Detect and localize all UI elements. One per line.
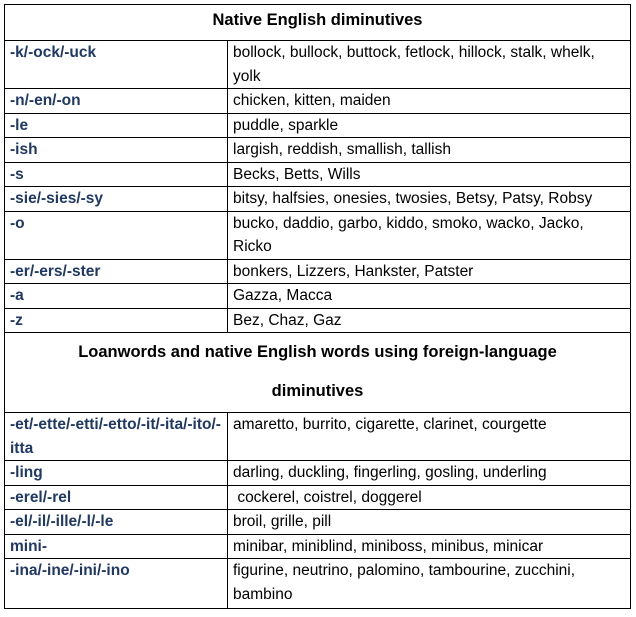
suffix-cell: -el/-il/-ille/-l/-le (5, 510, 228, 535)
table-row (5, 559, 631, 609)
suffix-cell: -ina/-ine/-ini/-ino (5, 559, 228, 609)
section-title-loanwords (5, 333, 631, 413)
examples-cell: bollock, bullock, buttock, fetlock, hillock, stalk, whelk, yolk (228, 41, 631, 89)
suffix-cell: -le (5, 113, 228, 138)
examples-cell: puddle, sparkle (228, 113, 631, 138)
examples-cell: broil, grille, pill (228, 510, 631, 535)
table-row (5, 308, 631, 333)
examples-cell: Gazza, Macca (228, 284, 631, 309)
table-row (5, 113, 631, 138)
table-row (5, 461, 631, 486)
table-row (5, 485, 631, 510)
suffix-cell: -z (5, 308, 228, 333)
suffix-cell: -k/-ock/-uck (5, 41, 228, 89)
section-header-row (5, 333, 631, 413)
table-row (5, 211, 631, 259)
suffix-cell: -a (5, 284, 228, 309)
examples-cell: cockerel, coistrel, doggerel (228, 485, 631, 510)
table-row (5, 138, 631, 163)
suffix-cell: mini- (5, 534, 228, 559)
examples-cell: figurine, neutrino, palomino, tambourine, zucchini, bambino (228, 559, 631, 609)
table-row (5, 413, 631, 461)
examples-cell: minibar, miniblind, miniboss, minibus, minicar (228, 534, 631, 559)
table-row (5, 162, 631, 187)
examples-cell: chicken, kitten, maiden (228, 89, 631, 114)
suffix-cell: -n/-en/-on (5, 89, 228, 114)
table-row (5, 510, 631, 535)
table-row (5, 41, 631, 89)
examples-cell: Bez, Chaz, Gaz (228, 308, 631, 333)
table-row (5, 89, 631, 114)
diminutives-table (4, 4, 631, 609)
suffix-cell: -ling (5, 461, 228, 486)
table-row (5, 534, 631, 559)
examples-cell: bucko, daddio, garbo, kiddo, smoko, wacko, Jacko, Ricko (228, 211, 631, 259)
table-row (5, 259, 631, 284)
suffix-cell: -er/-ers/-ster (5, 259, 228, 284)
suffix-cell: -sie/-sies/-sy (5, 187, 228, 212)
section-header-row (5, 5, 631, 41)
section-title-line: Loanwords and native English words using foreign-language (78, 343, 557, 361)
table-row (5, 284, 631, 309)
section-title-line: diminutives (271, 382, 364, 400)
examples-cell: bonkers, Lizzers, Hankster, Patster (228, 259, 631, 284)
suffix-cell: -ish (5, 138, 228, 163)
suffix-cell: -s (5, 162, 228, 187)
suffix-cell: -o (5, 211, 228, 259)
section-title-native: Native English diminutives (5, 5, 631, 41)
suffix-cell: -erel/-rel (5, 485, 228, 510)
examples-cell: Becks, Betts, Wills (228, 162, 631, 187)
examples-cell: darling, duckling, fingerling, gosling, underling (228, 461, 631, 486)
examples-cell: bitsy, halfsies, onesies, twosies, Betsy, Patsy, Robsy (228, 187, 631, 212)
table-row (5, 187, 631, 212)
examples-cell: largish, reddish, smallish, tallish (228, 138, 631, 163)
examples-cell: amaretto, burrito, cigarette, clarinet, courgette (228, 413, 631, 461)
suffix-cell: -et/-ette/-etti/-etto/-it/-ita/-ito/-itta (5, 413, 228, 461)
